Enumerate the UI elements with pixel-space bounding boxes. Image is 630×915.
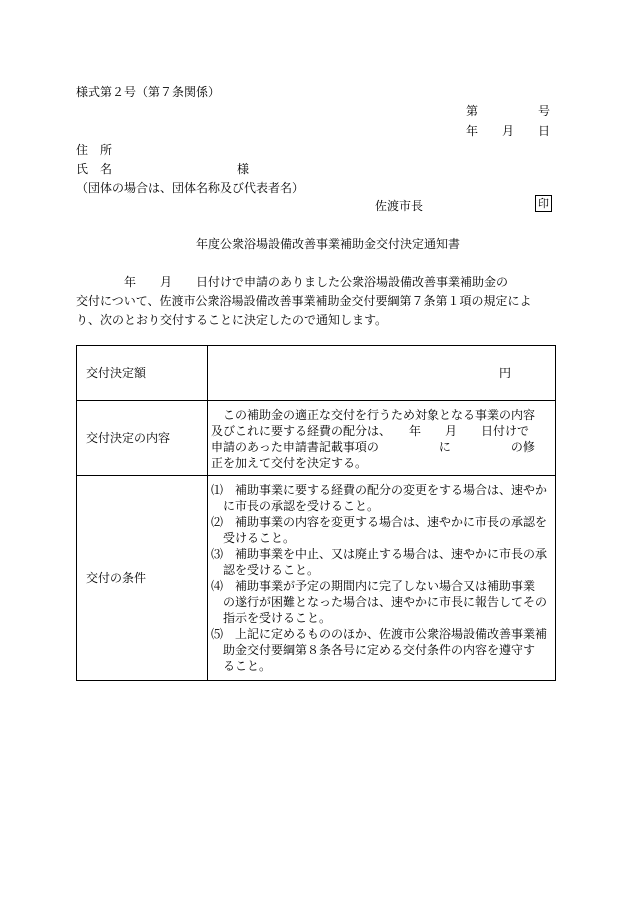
condition-line-10: ⑸ 上記に定めるもののほか、佐渡市公衆浴場設備改善事業補 xyxy=(211,627,548,641)
document-title: 年度公衆浴場設備改善事業補助金交付決定通知書 xyxy=(196,237,461,251)
name-label: 氏 名 xyxy=(76,162,113,176)
condition-line-4: 受けること。 xyxy=(211,531,296,545)
address-label: 住 所 xyxy=(76,143,113,157)
decision-content-line-3: 申請のあった申請書記載事項の に の修 xyxy=(211,440,535,454)
table-column-divider xyxy=(207,346,208,680)
conditions-label: 交付の条件 xyxy=(86,571,147,585)
condition-line-1: ⑴ 補助事業に要する経費の配分の変更をする場合は、速やか xyxy=(211,483,548,497)
document-number-label: 第 号 xyxy=(466,104,551,118)
condition-line-12: ること。 xyxy=(211,659,272,673)
condition-line-2: に市長の承認を受けること。 xyxy=(211,499,380,513)
condition-line-3: ⑵ 補助事業の内容を変更する場合は、速やかに市長の承認を xyxy=(211,515,548,529)
form-number: 様式第２号（第７条関係） xyxy=(76,85,221,99)
body-line-1: 年 月 日付けで申請のありました公衆浴場設備改善事業補助金の xyxy=(76,275,509,289)
condition-line-5: ⑶ 補助事業を中止、又は廃止する場合は、速やかに市長の承 xyxy=(211,547,548,561)
condition-line-8: の遂行が困難となった場合は、速やかに市長に報告してその xyxy=(211,595,548,609)
grant-amount-unit: 円 xyxy=(499,366,512,380)
date-label: 年 月 日 xyxy=(466,124,551,138)
condition-line-6: 認を受けること。 xyxy=(211,563,320,577)
decision-table xyxy=(76,345,556,681)
decision-content-line-4: 正を加えて交付を決定する。 xyxy=(211,456,368,470)
table-row-divider-1 xyxy=(77,400,555,401)
body-line-2: 交付について、佐渡市公衆浴場設備改善事業補助金交付要綱第７条第１項の規定によ xyxy=(76,294,532,308)
decision-content-line-2: 及びこれに要する経費の配分は、 年 月 日付けで xyxy=(211,424,530,438)
organization-note: （団体の場合は、団体名称及び代表者名） xyxy=(76,181,305,195)
condition-line-11: 助金交付要綱第８条各号に定める交付条件の内容を遵守す xyxy=(211,643,536,657)
condition-line-7: ⑷ 補助事業が予定の期間内に完了しない場合又は補助事業 xyxy=(211,579,536,593)
decision-content-line-1: この補助金の適正な交付を行うため対象となる事業の内容 xyxy=(211,408,536,422)
body-line-3: り、次のとおり交付することに決定したので通知します。 xyxy=(76,313,388,327)
decision-content-label: 交付決定の内容 xyxy=(86,431,171,445)
honorific: 様 xyxy=(237,162,250,176)
mayor-label: 佐渡市長 xyxy=(375,199,424,213)
seal-mark: 印 xyxy=(535,195,552,212)
grant-amount-label: 交付決定額 xyxy=(86,366,147,380)
condition-line-9: 指示を受けること。 xyxy=(211,611,332,625)
table-row-divider-2 xyxy=(77,475,555,476)
